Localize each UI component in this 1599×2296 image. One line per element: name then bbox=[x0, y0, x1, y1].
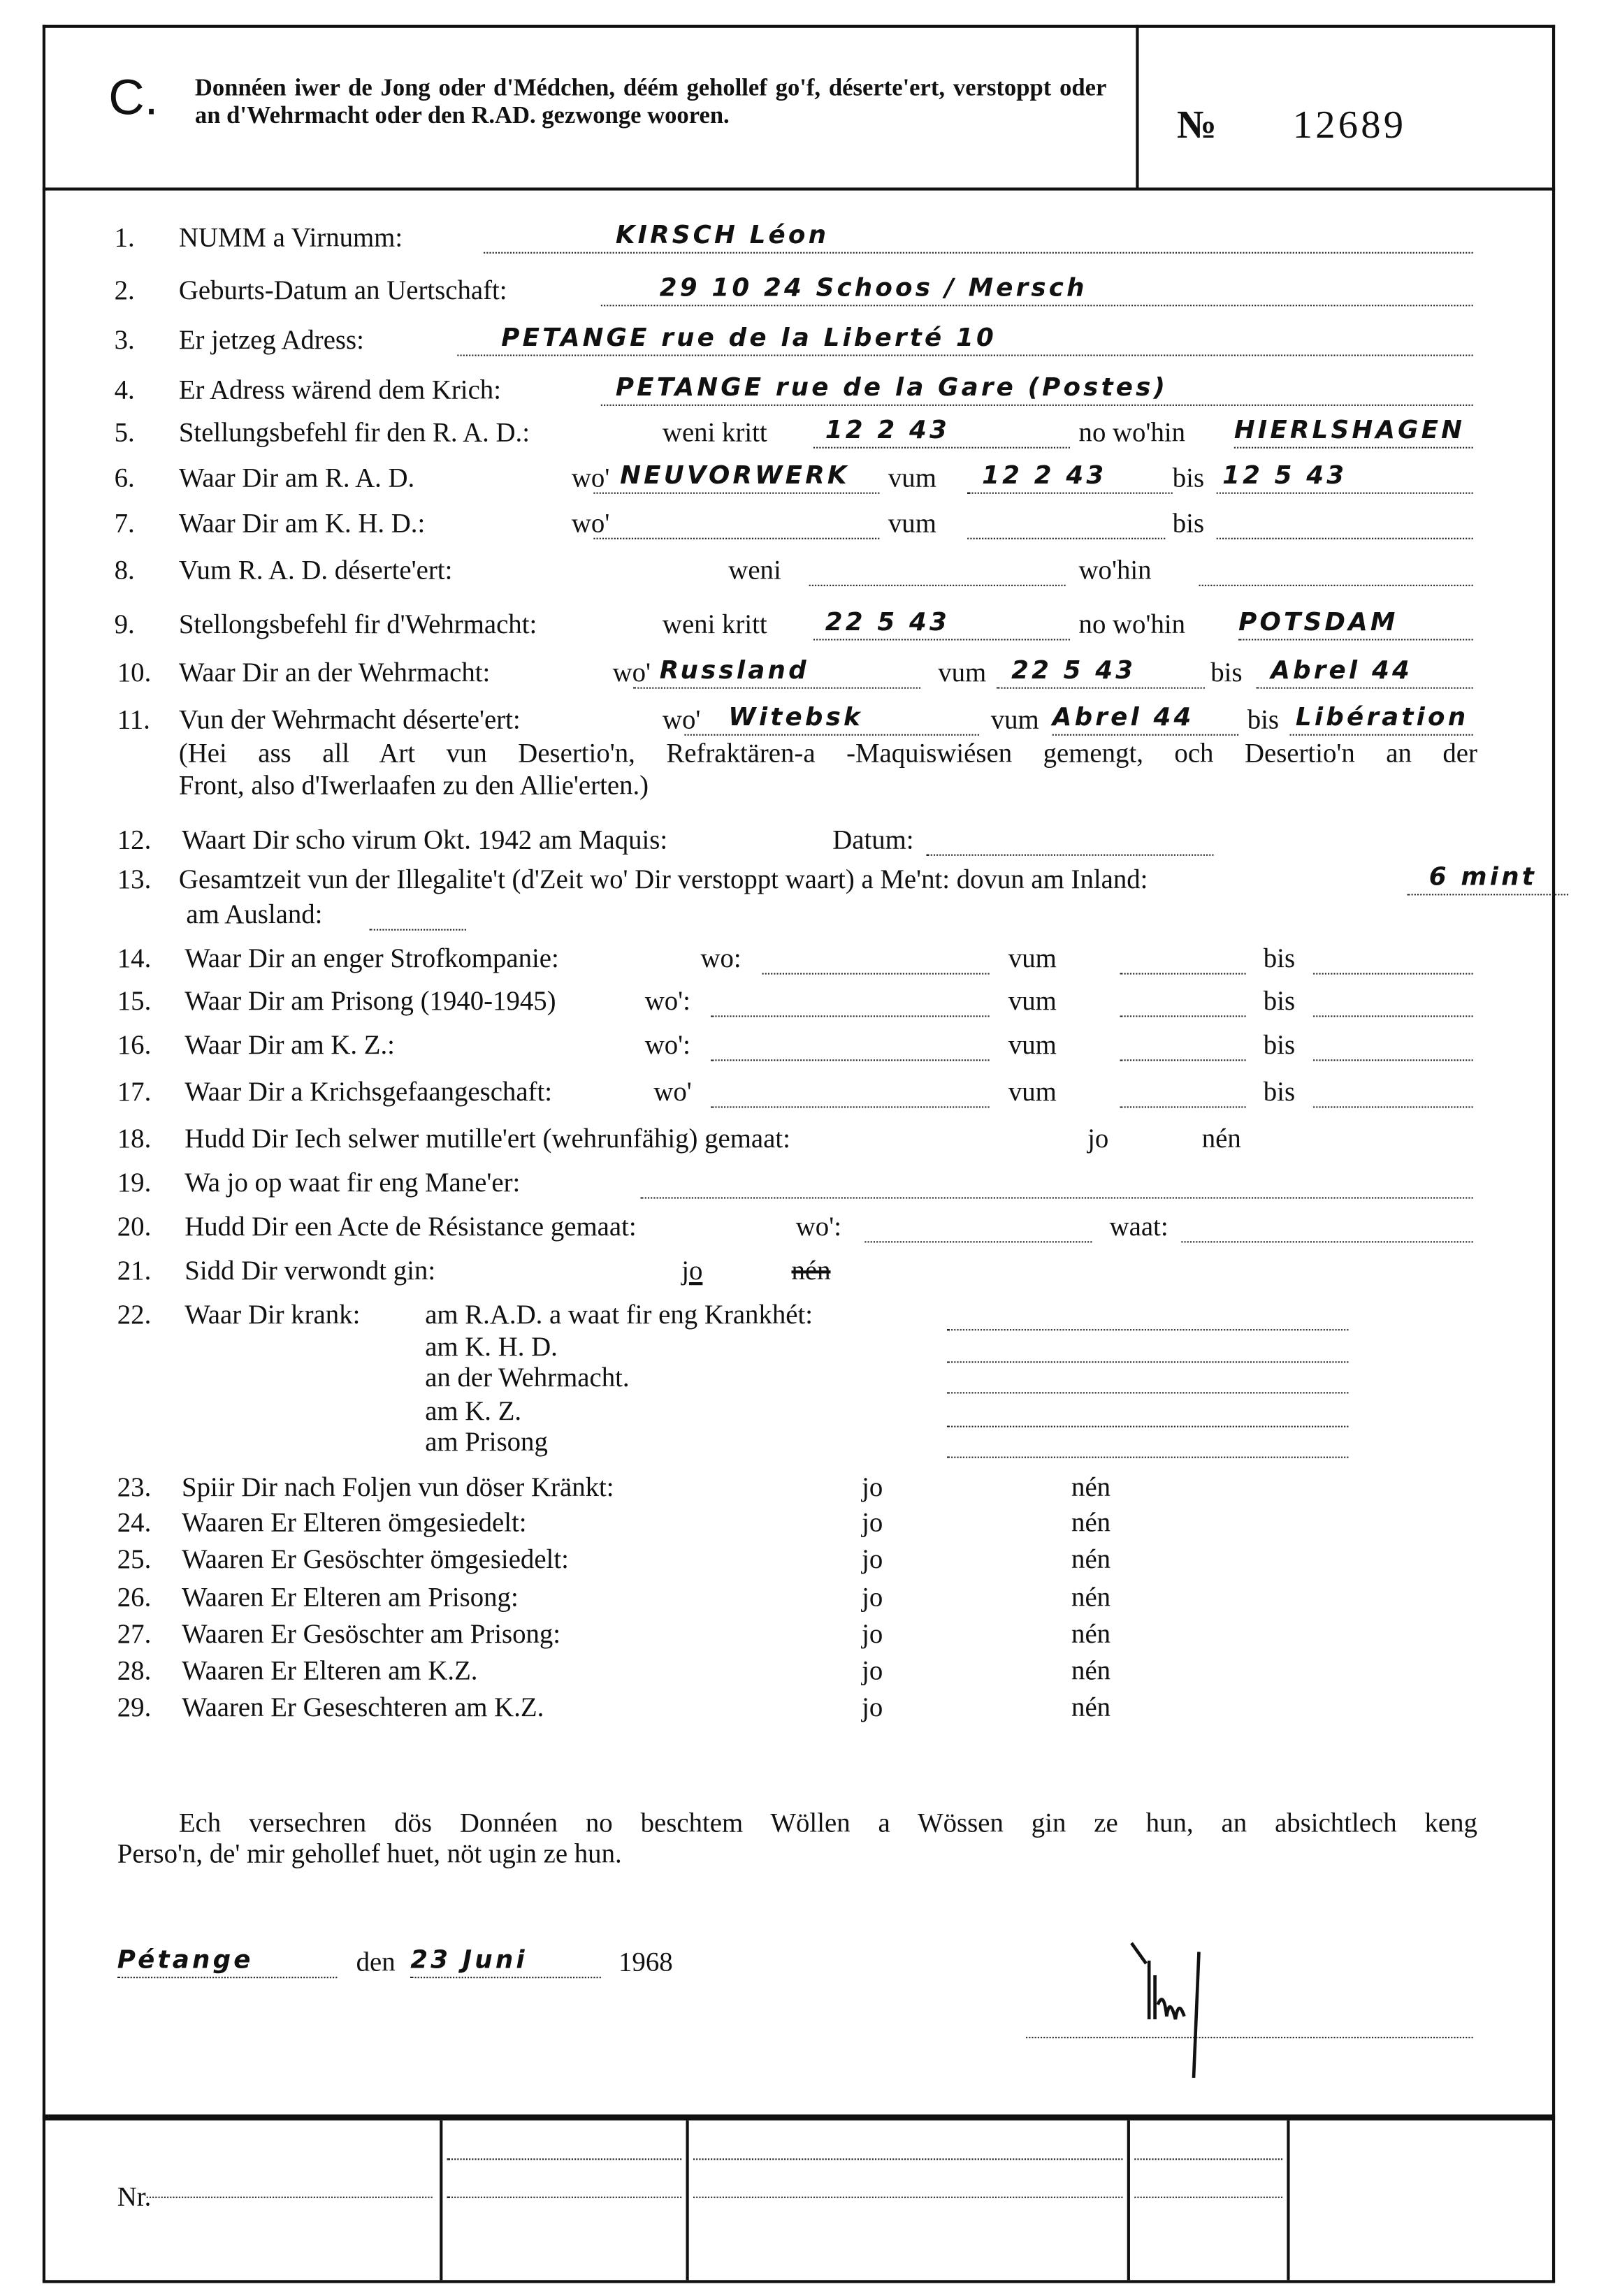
item-number: 20. bbox=[117, 1213, 152, 1243]
item-number: 14. bbox=[117, 945, 152, 975]
dotted-answer-field bbox=[711, 1080, 989, 1108]
field-label: jo bbox=[862, 1694, 883, 1724]
item-number: 29. bbox=[117, 1694, 152, 1724]
item-number: 28. bbox=[117, 1657, 152, 1687]
form-row bbox=[0, 741, 1599, 769]
field-label: vum bbox=[888, 509, 936, 539]
handwritten-answer: Libération bbox=[1295, 703, 1469, 733]
frame-bottom bbox=[43, 2280, 1555, 2283]
item-number: 1. bbox=[114, 224, 135, 254]
field-label: wo' bbox=[571, 464, 610, 494]
form-row bbox=[0, 1585, 1599, 1613]
field-label: Waaren Er Elteren am Prisong: bbox=[182, 1584, 519, 1614]
table-column-divider bbox=[686, 2121, 688, 2281]
field-label: Stellungsbefehl fir den R. A. D.: bbox=[178, 419, 530, 449]
form-row bbox=[0, 416, 1599, 449]
dotted-answer-field bbox=[1256, 656, 1473, 689]
form-row bbox=[0, 1695, 1599, 1723]
dotted-answer-field bbox=[1313, 947, 1473, 975]
field-label: no wo'hin bbox=[1078, 419, 1186, 449]
field-label: nén bbox=[1071, 1474, 1111, 1504]
dotted-answer-field bbox=[684, 703, 979, 736]
jo-option-selected: jo bbox=[681, 1257, 703, 1287]
form-row bbox=[0, 1946, 1599, 1979]
handwritten-answer: POTSDAM bbox=[1238, 608, 1398, 638]
dotted-answer-field bbox=[813, 416, 1070, 449]
handwritten-answer: Russland bbox=[659, 656, 809, 686]
form-row bbox=[0, 1548, 1599, 1576]
field-label: jo bbox=[1087, 1125, 1109, 1155]
dotted-answer-field bbox=[593, 461, 879, 494]
dotted-answer-field bbox=[947, 1302, 1349, 1330]
form-row bbox=[0, 1842, 1599, 1870]
handwritten-answer: KIRSCH Léon bbox=[615, 221, 830, 251]
field-label: weni kritt bbox=[662, 611, 767, 641]
field-label: wo' bbox=[612, 659, 651, 689]
field-label: vum bbox=[938, 659, 987, 689]
frame-top bbox=[43, 25, 1555, 28]
nen-option-struck: nén bbox=[791, 1257, 831, 1287]
form-number: 12689 bbox=[1292, 102, 1407, 147]
table-dotted-line bbox=[693, 2158, 1122, 2160]
item-number: 15. bbox=[117, 987, 152, 1017]
dotted-answer-field bbox=[967, 511, 1165, 539]
handwritten-answer: 12 5 43 bbox=[1222, 461, 1347, 491]
field-label: Wa jo op waat fir eng Mane'er: bbox=[184, 1169, 521, 1199]
field-label: nén bbox=[1071, 1546, 1111, 1576]
field-label: Hudd Dir Iech selwer mutille'ert (wehrunfähig) gemaat: bbox=[184, 1125, 790, 1155]
dotted-answer-field bbox=[369, 903, 465, 931]
form-row bbox=[0, 221, 1599, 254]
dotted-answer-field bbox=[813, 608, 1070, 641]
section-title: Donnéen iwer de Jong oder d'Médchen, déém gehollef go'f, déserte'ert, verstoppt oder an d'Wehrmacht oder den R.AD. gezwonge wooren. bbox=[194, 73, 1107, 129]
handwritten-answer: 29 10 24 Schoos / Mersch bbox=[659, 274, 1087, 304]
form-row bbox=[0, 1258, 1599, 1286]
dotted-answer-field bbox=[947, 1400, 1349, 1427]
dotted-answer-field bbox=[593, 511, 879, 539]
field-label: nén bbox=[1071, 1584, 1111, 1614]
dotted-answer-field bbox=[601, 373, 1473, 406]
item-number: 18. bbox=[117, 1125, 152, 1155]
handwritten-answer: Abrel 44 bbox=[1052, 703, 1194, 733]
dotted-answer-field bbox=[711, 989, 989, 1017]
dotted-answer-field bbox=[1052, 703, 1238, 736]
item-number: 11. bbox=[117, 706, 150, 736]
dotted-answer-field bbox=[117, 1946, 338, 1978]
form-row bbox=[0, 989, 1599, 1017]
field-label: Waaren Er Geseschteren am K.Z. bbox=[182, 1694, 544, 1724]
field-label: jo bbox=[862, 1584, 883, 1614]
handwritten-answer: PETANGE rue de la Gare (Postes) bbox=[615, 373, 1168, 403]
table-column-divider bbox=[1127, 2121, 1130, 2281]
form-row bbox=[0, 773, 1599, 801]
table-dotted-line bbox=[447, 2158, 682, 2160]
field-label: wo': bbox=[644, 987, 690, 1017]
field-label: NUMM a Virnumm: bbox=[178, 224, 403, 254]
form-row bbox=[0, 903, 1599, 931]
section-letter: C. bbox=[108, 70, 159, 126]
field-label: Vun der Wehrmacht déserte'ert: bbox=[178, 706, 521, 736]
field-label: am R.A.D. a waat fir eng Krankhét: bbox=[425, 1301, 813, 1331]
form-row bbox=[0, 1215, 1599, 1243]
item-number: 8. bbox=[114, 556, 135, 586]
field-label: Waar Dir am K. H. D.: bbox=[178, 509, 426, 539]
form-row bbox=[0, 1397, 1599, 1427]
item-number: 23. bbox=[117, 1474, 152, 1504]
form-row bbox=[0, 274, 1599, 307]
field-label: Waaren Er Gesöschter am Prisong: bbox=[182, 1620, 561, 1650]
form-row bbox=[0, 511, 1599, 539]
dotted-answer-field bbox=[457, 324, 1473, 356]
field-label: nén bbox=[1071, 1509, 1111, 1539]
field-label: jo bbox=[862, 1474, 883, 1504]
dotted-answer-field bbox=[967, 461, 1173, 494]
nr-label: Nr. bbox=[117, 2183, 152, 2213]
field-label: nén bbox=[1201, 1125, 1241, 1155]
form-row bbox=[0, 1171, 1599, 1199]
field-label: Perso'n, de' mir gehollef huet, nöt ugin ze hun. bbox=[117, 1840, 622, 1870]
item-number: 16. bbox=[117, 1031, 152, 1061]
field-label: Gesamtzeit vun der Illegalite't (d'Zeit wo' Dir verstoppt waart) a Me'nt: dovun am Inland: bbox=[178, 866, 1148, 896]
dotted-answer-field bbox=[1120, 989, 1245, 1017]
field-label: Geburts-Datum an Uertschaft: bbox=[178, 277, 507, 307]
field-label: wo' bbox=[571, 509, 610, 539]
dotted-answer-field bbox=[947, 1430, 1349, 1458]
form-row bbox=[0, 324, 1599, 356]
item-number: 4. bbox=[114, 376, 135, 406]
field-label: vum bbox=[1008, 1031, 1057, 1061]
item-number: 5. bbox=[114, 419, 135, 449]
form-row bbox=[0, 1335, 1599, 1363]
field-label: jo bbox=[862, 1657, 883, 1687]
handwritten-answer: 12 2 43 bbox=[825, 416, 950, 446]
field-label: 1968 bbox=[618, 1949, 673, 1979]
number-sign: № bbox=[1177, 102, 1217, 147]
form-row bbox=[0, 1366, 1599, 1394]
field-label: Waar Dir an enger Strofkompanie: bbox=[184, 945, 559, 975]
dotted-answer-field bbox=[711, 1033, 989, 1061]
field-label: wo'hin bbox=[1078, 556, 1152, 586]
handwritten-answer: HIERLSHAGEN bbox=[1233, 416, 1466, 446]
form-row bbox=[0, 608, 1599, 641]
field-label: Waaren Er Gesöschter ömgesiedelt: bbox=[182, 1546, 569, 1576]
field-label: bis bbox=[1263, 1031, 1296, 1061]
field-label: jo bbox=[862, 1509, 883, 1539]
form-row bbox=[0, 373, 1599, 406]
dotted-answer-field bbox=[1233, 416, 1473, 449]
form-row bbox=[0, 1302, 1599, 1330]
dotted-answer-field bbox=[926, 828, 1213, 856]
table-dotted-line bbox=[1134, 2197, 1282, 2198]
field-label: waat: bbox=[1109, 1213, 1168, 1243]
field-label: Waar Dir krank: bbox=[184, 1301, 361, 1331]
item-number: 3. bbox=[114, 326, 135, 356]
item-number: 22. bbox=[117, 1301, 152, 1331]
form-row bbox=[0, 703, 1599, 736]
field-label: Stellongsbefehl fir d'Wehrmacht: bbox=[178, 611, 537, 641]
form-row bbox=[0, 1127, 1599, 1155]
dotted-answer-field bbox=[640, 1171, 1473, 1199]
field-label: bis bbox=[1263, 987, 1296, 1017]
form-row bbox=[0, 863, 1599, 896]
field-label: bis bbox=[1247, 706, 1280, 736]
field-label: wo': bbox=[795, 1213, 841, 1243]
item-number: 10. bbox=[117, 659, 152, 689]
form-row bbox=[0, 656, 1599, 689]
dotted-answer-field bbox=[1181, 1215, 1473, 1243]
field-label: bis bbox=[1263, 1078, 1296, 1108]
item-number: 12. bbox=[117, 826, 152, 856]
field-label: Spiir Dir nach Foljen vun döser Kränkt: bbox=[182, 1474, 614, 1504]
item-number: 25. bbox=[117, 1546, 152, 1576]
form-row bbox=[0, 1511, 1599, 1539]
item-number: 24. bbox=[117, 1509, 152, 1539]
form-row bbox=[0, 1811, 1599, 1839]
dotted-answer-field bbox=[1217, 511, 1473, 539]
field-label: vum bbox=[1008, 987, 1057, 1017]
dotted-answer-field bbox=[633, 656, 920, 689]
handwritten-answer: 22 5 43 bbox=[825, 608, 950, 638]
handwritten-answer: Abrel 44 bbox=[1271, 656, 1412, 686]
item-number: 9. bbox=[114, 611, 135, 641]
form-row bbox=[0, 1476, 1599, 1504]
field-label: vum bbox=[990, 706, 1039, 736]
item-number: 13. bbox=[117, 866, 152, 896]
field-label: Waar Dir an der Wehrmacht: bbox=[178, 659, 491, 689]
handwritten-answer: 23 Juni bbox=[410, 1946, 528, 1976]
handwritten-answer: Witebsk bbox=[728, 703, 863, 733]
item-number: 19. bbox=[117, 1169, 152, 1199]
field-label: Waart Dir scho virum Okt. 1942 am Maquis: bbox=[182, 826, 668, 856]
field-label: no wo'hin bbox=[1078, 611, 1186, 641]
field-label: Waaren Er Elteren ömgesiedelt: bbox=[182, 1509, 527, 1539]
field-label: Front, also d'Iwerlaafen zu den Allie'erten.) bbox=[178, 772, 649, 802]
dotted-answer-field bbox=[1238, 608, 1473, 641]
dotted-answer-field bbox=[410, 1946, 601, 1978]
table-column-divider bbox=[1287, 2121, 1289, 2281]
dotted-answer-field bbox=[1290, 703, 1473, 736]
form-row bbox=[0, 1033, 1599, 1061]
field-label: jo bbox=[862, 1620, 883, 1650]
form-row bbox=[0, 1659, 1599, 1687]
field-label: Waar Dir am R. A. D. bbox=[178, 464, 415, 494]
dotted-answer-field bbox=[1407, 863, 1568, 896]
handwritten-answer: 12 2 43 bbox=[982, 461, 1107, 491]
field-label: Waar Dir a Krichsgefaangeschaft: bbox=[184, 1078, 553, 1108]
dotted-answer-field bbox=[1313, 1080, 1473, 1108]
field-label: vum bbox=[1008, 1078, 1057, 1108]
field-label: nén bbox=[1071, 1657, 1111, 1687]
bottom-thick-rule bbox=[43, 2114, 1555, 2120]
table-dotted-line bbox=[1134, 2158, 1282, 2160]
item-number: 2. bbox=[114, 277, 135, 307]
item-number: 17. bbox=[117, 1078, 152, 1108]
field-label: am Prisong bbox=[425, 1428, 548, 1458]
dotted-answer-field bbox=[997, 656, 1205, 689]
field-label: bis bbox=[1172, 509, 1205, 539]
dotted-answer-field bbox=[1120, 947, 1245, 975]
form-row bbox=[0, 1622, 1599, 1650]
dotted-answer-field bbox=[1313, 989, 1473, 1017]
header-divider bbox=[43, 187, 1555, 190]
dotted-answer-field bbox=[809, 558, 1066, 586]
field-label: bis bbox=[1210, 659, 1243, 689]
field-label: (Hei ass all Art vun Desertio'n, Refraktären-a -Maquiswiésen gemengt, och Desertio'n an der bbox=[178, 740, 1477, 770]
field-label: wo' bbox=[653, 1078, 692, 1108]
item-number: 27. bbox=[117, 1620, 152, 1650]
field-label: weni kritt bbox=[662, 419, 767, 449]
field-label: jo bbox=[862, 1546, 883, 1576]
handwritten-answer: NEUVORWERK bbox=[620, 461, 850, 491]
field-label: Er Adress wärend dem Krich: bbox=[178, 376, 502, 406]
table-column-divider bbox=[440, 2121, 442, 2281]
dotted-answer-field bbox=[864, 1215, 1092, 1243]
form-row bbox=[0, 461, 1599, 494]
table-dotted-line bbox=[693, 2197, 1122, 2198]
field-label: am Ausland: bbox=[186, 901, 323, 931]
field-label: wo': bbox=[644, 1031, 690, 1061]
field-label: Er jetzeg Adress: bbox=[178, 326, 364, 356]
form-row bbox=[0, 947, 1599, 975]
item-number: 6. bbox=[114, 464, 135, 494]
form-row bbox=[0, 1080, 1599, 1108]
signature-image bbox=[1114, 1931, 1290, 2078]
item-number: 26. bbox=[117, 1584, 152, 1614]
field-label: vum bbox=[888, 464, 936, 494]
field-label: Ech versechren dös Donnéen no beschtem Wöllen a Wössen gin ze hun, an absichtlech keng bbox=[178, 1810, 1477, 1839]
field-label: am K. H. D. bbox=[425, 1333, 558, 1363]
field-label: weni bbox=[728, 556, 781, 586]
dotted-answer-field bbox=[762, 947, 990, 975]
field-label: Waar Dir am Prisong (1940-1945) bbox=[184, 987, 556, 1017]
field-label: wo' bbox=[662, 706, 701, 736]
handwritten-answer: PETANGE rue de la Liberté 10 bbox=[501, 324, 997, 354]
item-number: 7. bbox=[114, 509, 135, 539]
form-row bbox=[0, 828, 1599, 856]
field-label: nén bbox=[1071, 1620, 1111, 1650]
dotted-answer-field bbox=[601, 274, 1473, 306]
field-label: Sidd Dir verwondt gin: bbox=[184, 1257, 436, 1287]
item-number: 21. bbox=[117, 1257, 152, 1287]
form-row bbox=[0, 558, 1599, 586]
field-label: wo: bbox=[700, 945, 741, 975]
field-label: bis bbox=[1172, 464, 1205, 494]
field-label: vum bbox=[1008, 945, 1057, 975]
table-dotted-line bbox=[447, 2197, 682, 2198]
field-label: an der Wehrmacht. bbox=[425, 1364, 630, 1394]
field-label: bis bbox=[1263, 945, 1296, 975]
dotted-answer-field bbox=[1313, 1033, 1473, 1061]
dotted-answer-field bbox=[947, 1335, 1349, 1363]
field-label: den bbox=[356, 1949, 396, 1979]
field-label: nén bbox=[1071, 1694, 1111, 1724]
dotted-answer-field bbox=[1120, 1080, 1245, 1108]
handwritten-answer: 22 5 43 bbox=[1011, 656, 1136, 686]
handwritten-answer: Pétange bbox=[117, 1946, 254, 1976]
header-vertical-divider bbox=[1136, 25, 1138, 189]
field-label: Waar Dir am K. Z.: bbox=[184, 1031, 395, 1061]
dotted-answer-field bbox=[1120, 1033, 1245, 1061]
field-label: Datum: bbox=[832, 826, 914, 856]
form-row bbox=[0, 1430, 1599, 1458]
field-label: Hudd Dir een Acte de Résistance gemaat: bbox=[184, 1213, 637, 1243]
handwritten-answer: 6 mint bbox=[1428, 863, 1537, 893]
field-label: Vum R. A. D. déserte'ert: bbox=[178, 556, 453, 586]
dotted-answer-field bbox=[1217, 461, 1473, 494]
dotted-answer-field bbox=[947, 1366, 1349, 1394]
dotted-answer-field bbox=[1199, 558, 1473, 586]
dotted-answer-field bbox=[484, 221, 1473, 254]
field-label: am K. Z. bbox=[425, 1397, 522, 1427]
field-label: Waaren Er Elteren am K.Z. bbox=[182, 1657, 478, 1687]
table-dotted-line bbox=[147, 2197, 433, 2198]
